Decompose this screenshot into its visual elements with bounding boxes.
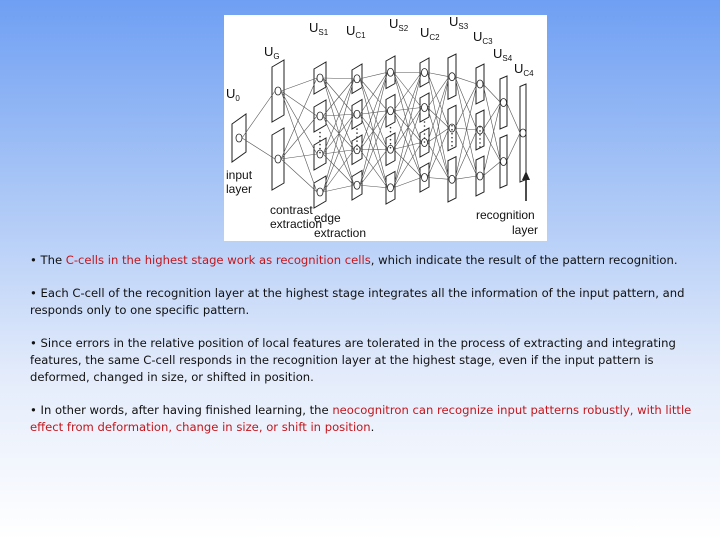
bullet-marker: • [30,286,41,300]
label-edge-2: extraction [314,226,367,240]
cell-plane [500,135,507,188]
ellipsis-dot [479,130,481,132]
label-input-layer-1: input [226,168,253,182]
ellipsis-dot [424,141,426,143]
layer-4 [386,56,395,204]
cell-node [354,75,360,83]
connection-line [394,72,422,142]
connection-line [323,79,354,154]
connection-line [394,111,422,178]
bullet-2 [30,285,702,319]
cell-node [236,134,242,142]
connection-line [394,143,422,188]
layer-3 [352,64,362,200]
label-edge-1: edge [314,211,341,225]
ellipsis-dot [424,129,426,131]
cell-node [317,188,323,196]
cell-plane [232,114,246,162]
connection-line [455,128,477,176]
connection-line [323,185,354,192]
ellipsis-dot [390,143,392,145]
bullet-marker: • [30,336,41,350]
bullet-text: Each C-cell of the recognition layer at the highest stage integrates all the information of the input pattern, and responds only to one specific pattern. [30,286,685,317]
bullet-marker: • [30,403,41,417]
label-contrast-2: extraction [270,217,323,231]
connection-line [394,108,422,188]
ellipsis-dot [390,127,392,129]
bullet-text: Since errors in the relative position of local features are tolerated in the process of extracting and integrating features, the same C-cell responds in the recognition layer at the highest stage, even if the input pattern is deformed, changed in size, or shifted in position. [30,336,676,384]
connection-line [242,91,275,138]
layer-0 [232,114,246,162]
connection-line [428,77,450,143]
cell-node [449,175,455,183]
cell-node [501,158,507,166]
label-uc3: $U_{C3}$ [473,29,493,46]
ellipsis-dot [356,140,358,142]
ellipsis-dot [390,131,392,133]
cell-node [422,69,428,77]
ellipsis-dot [319,136,321,138]
connection-line [360,149,388,150]
connection-line [281,91,317,192]
cell-node [388,107,394,115]
cell-node [275,155,281,163]
connection-line [323,114,354,154]
ellipsis-dot [451,133,453,135]
bullet-text: . [370,420,375,434]
cell-plane [520,84,526,182]
connection-line [323,79,354,116]
connection-line [428,108,450,180]
connection-line [483,162,501,177]
cell-node [422,174,428,182]
bullet-3 [30,335,702,386]
recognition-arrowhead [522,171,530,180]
connection-line [507,133,521,162]
diagram-canvas [224,15,547,241]
layer-8 [500,76,507,188]
ellipsis-dot [356,132,358,134]
label-ug: $U_G$ [264,44,280,61]
cell-node [388,68,394,76]
ellipsis-dot [390,139,392,141]
connection-line [483,103,501,131]
ellipsis-dot [451,129,453,131]
connection-line [360,72,388,114]
connection-line [394,149,422,177]
connection-line [455,84,477,179]
ellipsis-dot [479,142,481,144]
cell-node [449,73,455,81]
cell-node [422,104,428,112]
ellipsis-dot [479,146,481,148]
bullet-list [30,252,702,452]
connection-line [242,138,275,159]
cell-node [317,74,323,82]
cell-plane [272,60,284,122]
ellipsis-dot [451,141,453,143]
label-us1: $U_{S1}$ [309,20,329,37]
label-uc1: $U_{C1}$ [346,23,366,40]
label-uc2: $U_{C2}$ [420,25,440,42]
label-recognition-2: layer [512,223,539,237]
ellipsis-dot [319,140,321,142]
cell-node [317,112,323,120]
connection-line [323,78,354,150]
cell-node [354,110,360,118]
ellipsis-dot [390,135,392,137]
ellipsis-dot [356,136,358,138]
bullet-marker: • The [30,253,66,267]
ellipsis-dot [479,126,481,128]
label-uc4: $U_{C4}$ [514,61,534,78]
layer-1 [272,60,284,190]
ellipsis-dot [319,148,321,150]
connection-line [281,78,317,91]
connection-line [483,103,501,177]
layer-7 [476,64,484,196]
connection-line [455,128,477,130]
ellipsis-dot [479,134,481,136]
label-us3: $U_{S3}$ [449,15,469,31]
ellipsis-dot [424,125,426,127]
connection-line [360,72,388,79]
cell-node [477,80,483,88]
connection-line [360,114,388,188]
connection-line [483,84,501,162]
connection-line [455,130,477,179]
layer-6 [448,54,456,202]
ellipsis-dot [424,121,426,123]
label-recognition-1: recognition [476,208,535,222]
connection-line [428,73,450,77]
highlight-text: neocognitron can recognize input patterns robustly, with little effect from deformation, change in size, or shift in position [30,403,692,434]
connection-line [483,130,501,162]
bullet-text: , which indicate the result of the pattern recognition. [370,253,678,267]
ellipsis-dot [356,144,358,146]
label-us4: $U_{S4}$ [493,46,513,63]
ellipsis-dot [451,125,453,127]
cell-node [477,172,483,180]
ellipsis-dot [319,144,321,146]
connection-line [281,91,317,116]
connection-line [428,143,450,180]
ellipsis-dot [319,152,321,154]
layer-5 [420,58,429,192]
connection-line [360,185,388,188]
cell-plane [500,76,507,129]
cell-node [317,150,323,158]
ellipsis-dot [451,137,453,139]
ellipsis-dot [424,137,426,139]
bullet-1 [30,252,702,269]
ellipsis-dot [356,128,358,130]
label-contrast-1: contrast [270,203,313,217]
connection-line [360,111,388,186]
cell-node [520,129,526,137]
connection-line [428,178,450,180]
layer-2 [314,62,326,208]
label-input-layer-2: layer [226,182,253,196]
connection-line [323,150,354,192]
connection-line [394,72,422,177]
bullet-text: In other words, after having finished learning, the [40,403,333,417]
connection-line [281,159,317,192]
connection-line [323,78,354,79]
ellipsis-dot [451,145,453,147]
ellipsis-dot [319,132,321,134]
cell-node [388,184,394,192]
neocognitron-diagram [224,15,547,241]
cell-node [388,145,394,153]
connection-line [455,176,477,179]
label-u0: $U_0$ [226,86,240,103]
connection-line [281,154,317,159]
connection-line [323,116,354,150]
connection-line [507,103,521,134]
cell-node [501,99,507,107]
bullet-4 [30,402,702,436]
ellipsis-dot [356,148,358,150]
connection-line [455,77,477,84]
connection-line [483,84,501,103]
layer-9 [520,84,526,182]
cell-node [354,181,360,189]
highlight-text: C-cells in the highest stage work as recognition cells [65,253,371,267]
connection-line [323,78,354,185]
connection-line [455,77,477,176]
connection-line [394,108,422,150]
ellipsis-dot [479,138,481,140]
connection-line [281,78,317,159]
ellipsis-dot [424,133,426,135]
cell-node [275,87,281,95]
connection-line [394,73,422,111]
label-us2: $U_{S2}$ [389,16,409,33]
ellipsis-dot [390,147,392,149]
connection-line [394,178,422,188]
